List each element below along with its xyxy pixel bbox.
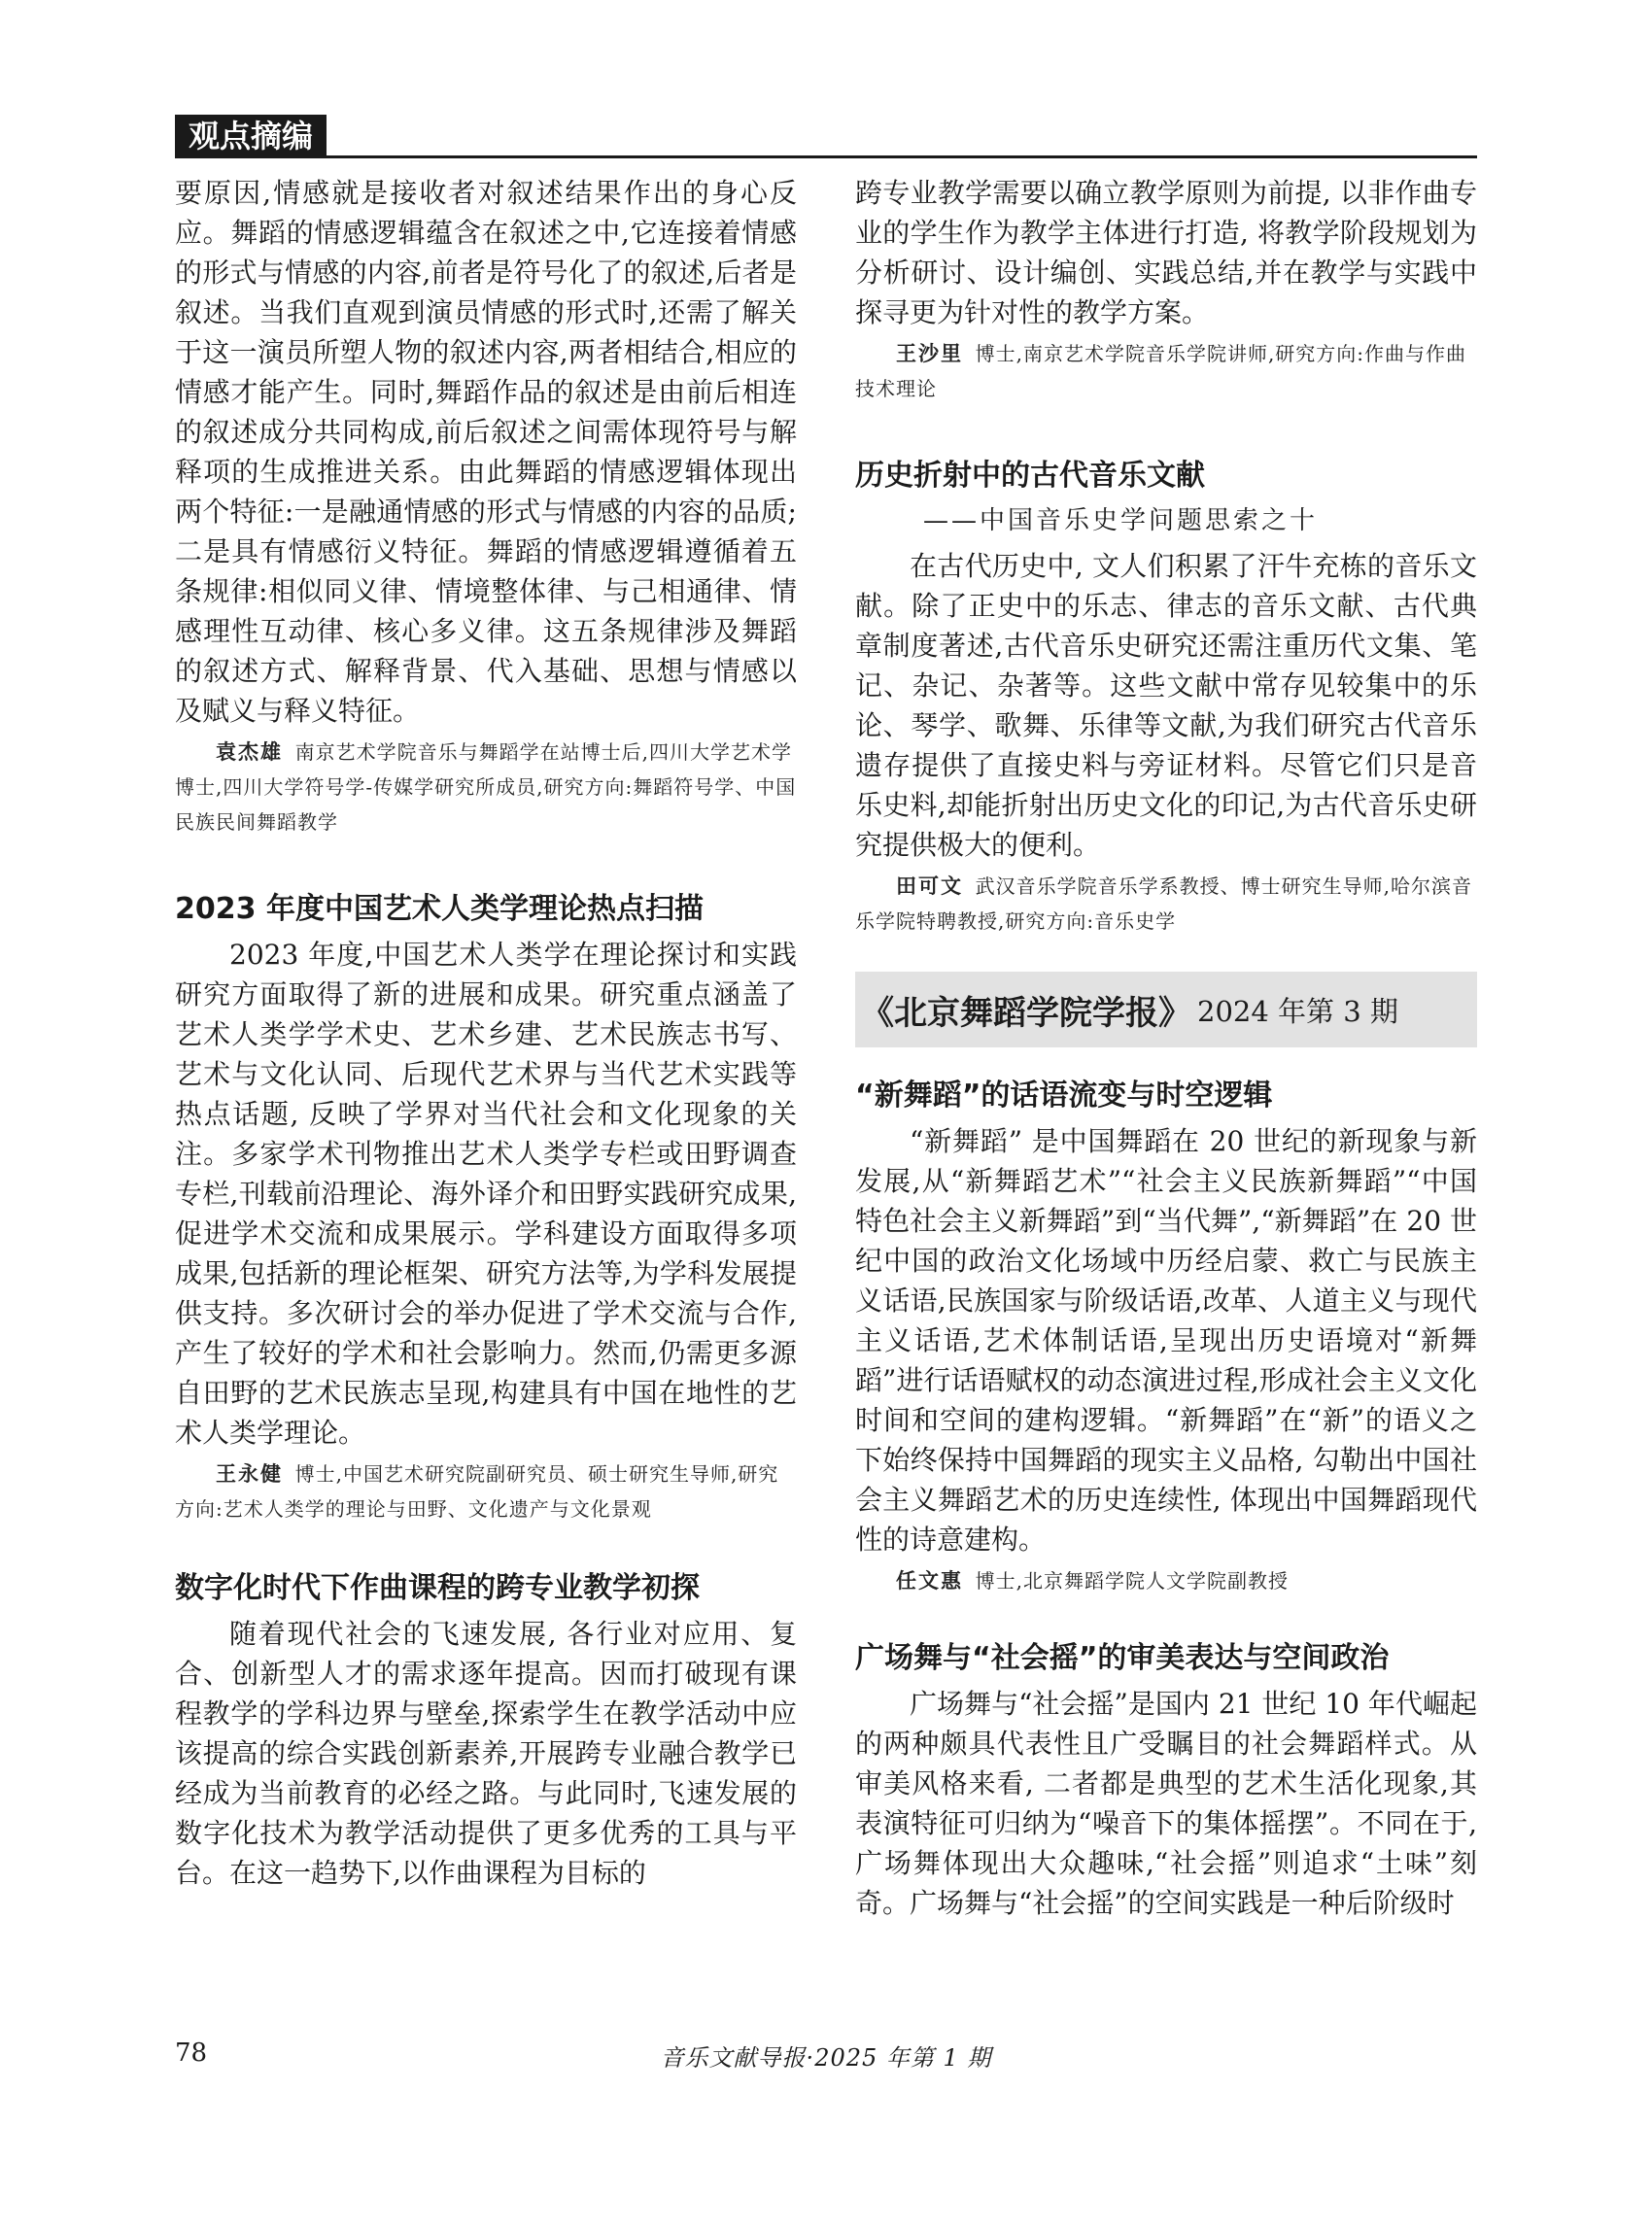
left-column [175, 173, 797, 1893]
section-tag: 观点摘编 [175, 115, 327, 157]
journal-issue: 2024 年第 3 期 [1197, 994, 1398, 1028]
article-title: “新舞蹈”的话语流变与时空逻辑 [855, 1079, 1273, 1113]
footer-journal-issue: 音乐文献导报·2025 年第 1 期 [660, 2044, 992, 2072]
author-name: 袁杰雄 [216, 740, 283, 764]
author-bio: 南京艺术学院音乐与舞蹈学在站博士后,四川大学艺术学博士,四川大学符号学-传媒学研究所成员,研究方向:舞蹈符号学、中国民族民间舞蹈教学 [175, 740, 797, 834]
article-body: 在古代历史中, 文人们积累了汗牛充栋的音乐文献。除了正史中的乐志、律志的音乐文献、古代典章制度著述,古代音乐史研究还需注重历代文集、笔记、杂记、杂著等。这些文献中常存见较集中的乐论、琴学、歌舞、乐律等文献,为我们研究古代音乐遗存提供了直接史料与旁证材料。尽管它们只是音乐史料,却能折射出历史文化的印记,为古代音乐史研究提供极大的便利。 [855, 550, 1477, 861]
article-subtitle: ——中国音乐史学问题思索之十 [923, 506, 1319, 535]
article-body: “新舞蹈” 是中国舞蹈在 20 世纪的新现象与新发展,从“新舞蹈艺术”“社会主义民族新舞蹈”“中国特色社会主义新舞蹈”到“当代舞”,“新舞蹈”在 20 世纪中国的政治文化场域中历经启蒙、救亡与民族主义话语,民族国家与阶级话语,改革、人道主义与现代主义话语,艺术体制话语,呈现出历史语境对“新舞蹈”进行话语赋权的动态演进过程,形成社会主义文化时间和空间的建构逻辑。“新舞蹈”在“新”的语义之下始终保持中国舞蹈的现实主义品格, 勾勒出中国社会主义舞蹈艺术的历史连续性, 体现出中国舞蹈现代性的诗意建构。 [855, 1125, 1477, 1556]
author-bio: 博士,北京舞蹈学院人文学院副教授 [975, 1569, 1289, 1593]
journal-name: 《北京舞蹈学院学报》 [861, 993, 1191, 1033]
article-title: 数字化时代下作曲课程的跨专业教学初探 [175, 1571, 700, 1605]
author-name: 任文惠 [896, 1569, 963, 1593]
author-bio: 武汉音乐学院音乐学系教授、博士研究生导师,哈尔滨音乐学院特聘教授,研究方向:音乐史学 [855, 874, 1472, 933]
right-column [855, 173, 1477, 1923]
article-body: 广场舞与“社会摇”是国内 21 世纪 10 年代崛起的两种颇具代表性且广受瞩目的社会舞蹈样式。从审美风格来看, 二者都是典型的艺术生活化现象,其表演特征可归纳为“噪音下的集体摇摆”。不同在于,广场舞体现出大众趣味,“社会摇”则追求“土味”刻奇。广场舞与“社会摇”的空间实践是一种后阶级时 [855, 1688, 1477, 1919]
article-author [855, 336, 1477, 406]
article-body: 随着现代社会的飞速发展, 各行业对应用、复合、创新型人才的需求逐年提高。因而打破现有课程教学的学科边界与壁垒,探索学生在教学活动中应该提高的综合实践创新素养,开展跨专业融合教学已经成为当前教育的必经之路。与此同时,飞速发展的数字化技术为教学活动提供了更多优秀的工具与平台。在这一趋势下,以作曲课程为目标的 [175, 1618, 797, 1889]
article-title: 2023 年度中国艺术人类学理论热点扫描 [175, 892, 704, 926]
article-title: 历史折射中的古代音乐文献 [855, 459, 1205, 493]
author-name: 王永健 [216, 1462, 283, 1486]
intro-paragraph: 要原因,情感就是接收者对叙述结果作出的身心反应。舞蹈的情感逻辑蕴含在叙述之中,它连接着情感的形式与情感的内容,前者是符号化了的叙述,后者是叙述。当我们直观到演员情感的形式时,还需了解关于这一演员所塑人物的叙述内容,两者相结合,相应的情感才能产生。同时,舞蹈作品的叙述是由前后相连的叙述成分共同构成,前后叙述之间需体现符号与解释项的生成推进关系。由此舞蹈的情感逻辑体现出两个特征:一是融通情感的形式与情感的内容的品质;二是具有情感衍义特征。舞蹈的情感逻辑遵循着五条规律:相似同义律、情境整体律、与己相通律、情感理性互动律、核心多义律。这五条规律涉及舞蹈的叙述方式、解释背景、代入基础、思想与情感以及赋义与释义特征。 [175, 177, 797, 727]
author-bio: 博士,中国艺术研究院副研究员、硕士研究生导师,研究方向:艺术人类学的理论与田野、文化遗产与文化景观 [175, 1462, 779, 1521]
header-rule [175, 155, 1477, 158]
author-name: 王沙里 [896, 342, 963, 365]
article-author [855, 1563, 1477, 1598]
author-name: 田可文 [896, 874, 963, 898]
article-author [855, 869, 1477, 939]
article-title: 广场舞与“社会摇”的审美表达与空间政治 [855, 1641, 1390, 1675]
article-body: 2023 年度,中国艺术人类学在理论探讨和实践研究方面取得了新的进展和成果。研究重点涵盖了艺术人类学学术史、艺术乡建、艺术民族志书写、艺术与文化认同、后现代艺术界与当代艺术实践等热点话题, 反映了学界对当代社会和文化现象的关注。多家学术刊物推出艺术人类学专栏或田野调查专栏,刊载前沿理论、海外译介和田野实践研究成果,促进学术交流和成果展示。学科建设方面取得多项成果,包括新的理论框架、研究方法等,为学科发展提供支持。多次研讨会的举办促进了学术交流与合作,产生了较好的学术和社会影响力。然而,仍需更多源自田野的艺术民族志呈现,构建具有中国在地性的艺术人类学理论。 [175, 939, 797, 1449]
intro-author [175, 735, 797, 839]
page-number: 78 [175, 2039, 208, 2068]
author-bio: 博士,南京艺术学院音乐学院讲师,研究方向:作曲与作曲技术理论 [855, 342, 1467, 400]
article-author [175, 1456, 797, 1526]
journal-banner [855, 972, 1477, 1047]
article-body-cont: 跨专业教学需要以确立教学原则为前提, 以非作曲专业的学生作为教学主体进行打造, 将教学阶段规划为分析研讨、设计编创、实践总结,并在教学与实践中探寻更为针对性的教学方案。 [855, 177, 1477, 328]
